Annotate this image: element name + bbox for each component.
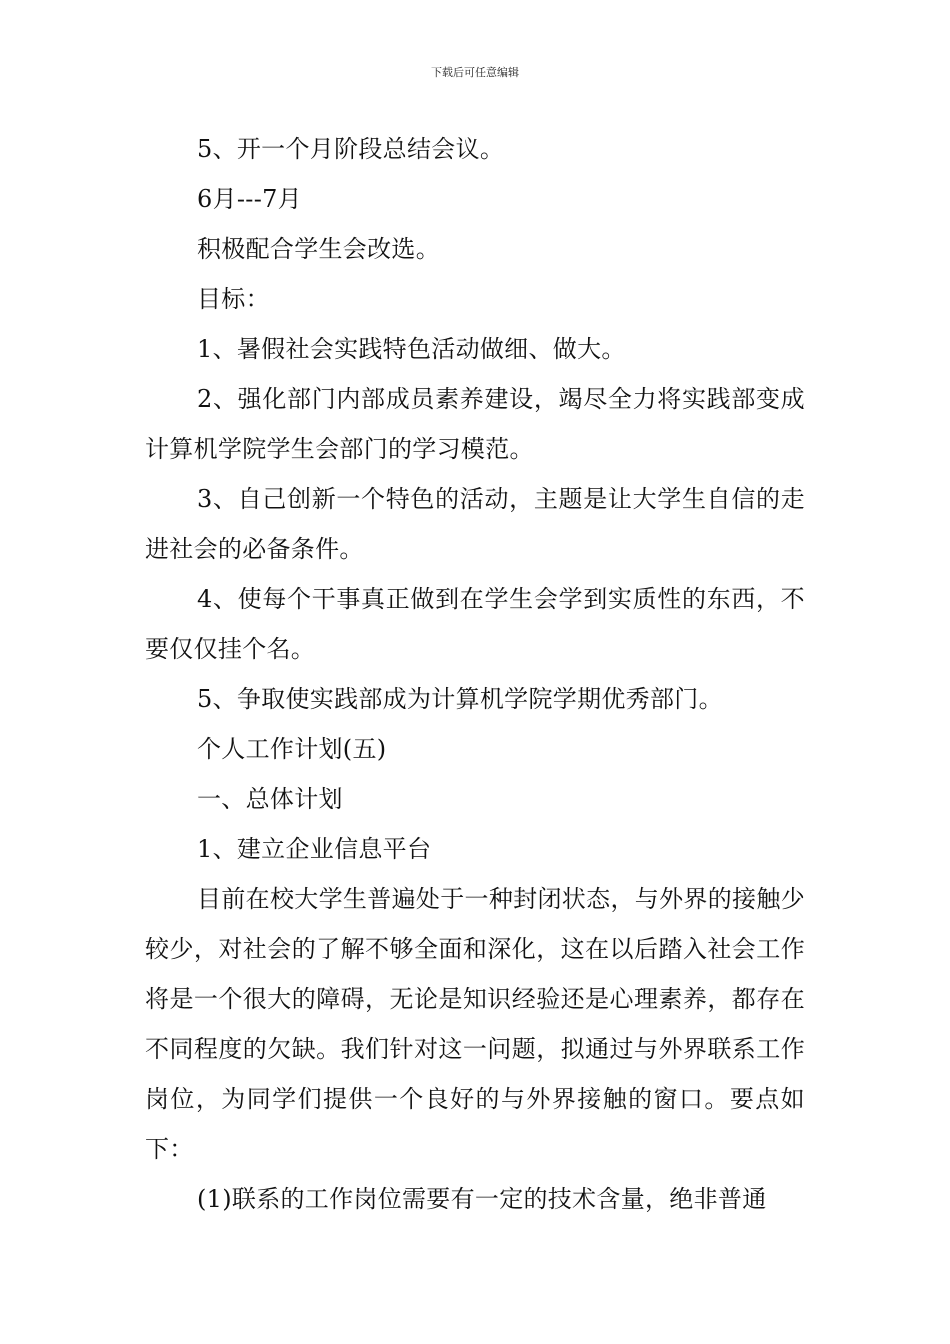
item-heading: 1、建立企业信息平台 [197, 835, 432, 863]
paragraph-7: 3、自己创新一个特色的活动，主题是让大学生自信的走进社会的必备条件。 [145, 485, 805, 563]
paragraph-8: 4、使每个干事真正做到在学生会学到实质性的东西，不要仅仅挂个名。 [145, 585, 805, 663]
page-header-note: 下载后可任意编辑 [431, 66, 519, 79]
paragraph-5: 1、暑假社会实践特色活动做细、做大。 [197, 335, 626, 363]
paragraph-3: 积极配合学生会改选。 [197, 235, 440, 263]
section-title: 个人工作计划(五) [197, 735, 387, 763]
paragraph-4: 目标： [197, 285, 270, 313]
document-body [145, 124, 805, 1224]
subsection-heading: 一、总体计划 [197, 785, 343, 813]
body-paragraph: 目前在校大学生普遍处于一种封闭状态，与外界的接触少较少，对社会的了解不够全面和深化，这在以后踏入社会工作将是一个很大的障碍，无论是知识经验还是心理素养，都存在不同程度的欠缺。我们针对这一问题，拟通过与外界联系工作岗位，为同学们提供一个良好的与外界接触的窗口。要点如下： [145, 885, 805, 1163]
paragraph-1: 5、开一个月阶段总结会议。 [197, 135, 505, 163]
list-item-1: (1)联系的工作岗位需要有一定的技术含量，绝非普通 [197, 1185, 767, 1213]
paragraph-6: 2、强化部门内部成员素养建设，竭尽全力将实践部变成计算机学院学生会部门的学习模范。 [145, 385, 805, 463]
paragraph-9: 5、争取使实践部成为计算机学院学期优秀部门。 [197, 685, 723, 713]
paragraph-2: 6月---7月 [197, 185, 302, 213]
